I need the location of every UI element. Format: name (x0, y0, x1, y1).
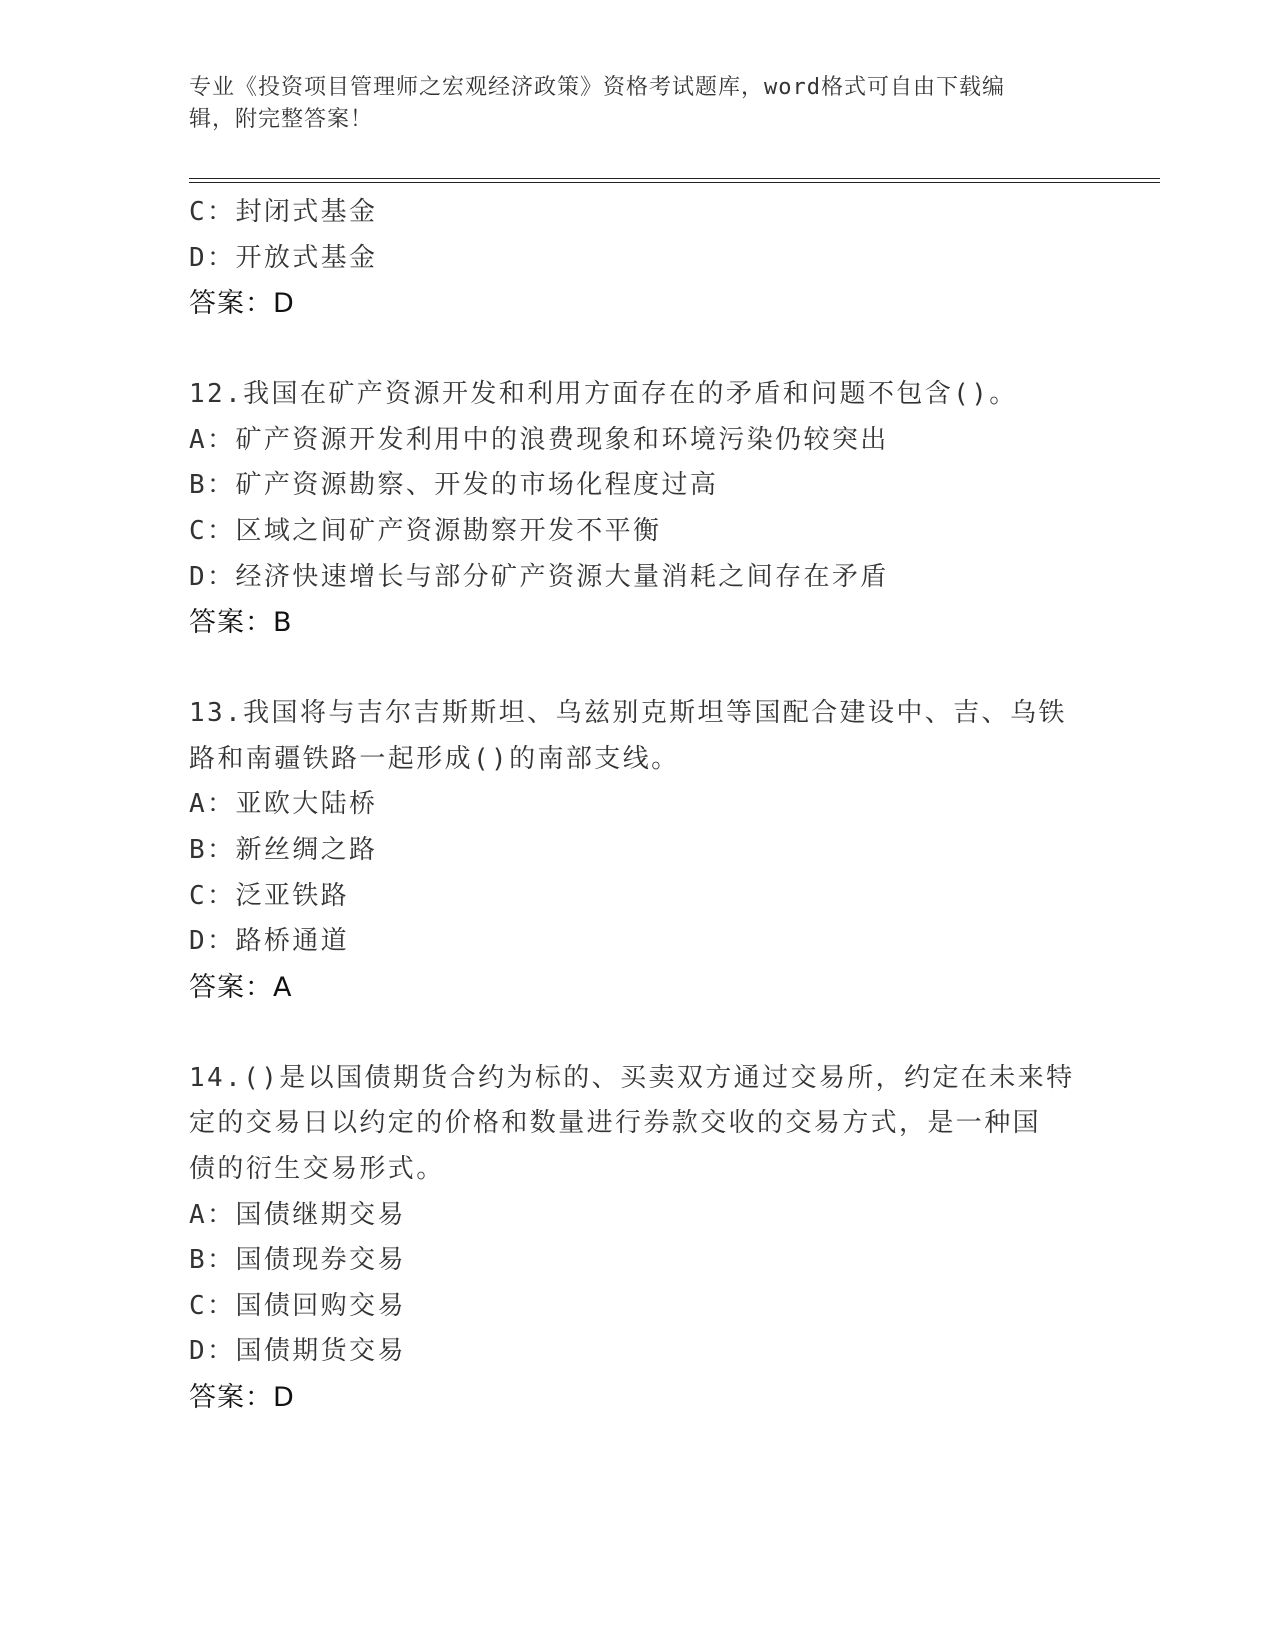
option-d: D：经济快速增长与部分矿产资源大量消耗之间存在矛盾 (189, 561, 889, 592)
option-d: D：路桥通道 (189, 926, 350, 957)
question-14 (189, 1056, 1089, 1421)
question-list (189, 190, 1089, 1421)
question-stem-line-2: 定的交易日以约定的价格和数量进行券款交收的交易方式，是一种国 (189, 1108, 1042, 1139)
option-c: C：国债回购交易 (189, 1290, 406, 1321)
spacer (189, 327, 1089, 372)
answer-line: 答案：A (189, 971, 293, 1003)
question-stem-line-1: 13.我国将与吉尔吉斯斯坦、乌兹别克斯坦等国配合建设中、吉、乌铁 (189, 698, 1067, 729)
option-a: A：亚欧大陆桥 (189, 789, 378, 820)
option-b: B：新丝绸之路 (189, 834, 378, 865)
spacer (189, 646, 1089, 691)
question-13 (189, 691, 1089, 1011)
option-a: A：矿产资源开发利用中的浪费现象和环境污染仍较突出 (189, 424, 889, 455)
header-line-1: 专业《投资项目管理师之宏观经济政策》资格考试题库，word格式可自由下载编 (189, 75, 1005, 100)
option-b: B：矿产资源勘察、开发的市场化程度过高 (189, 470, 719, 501)
question-stem-line-1: 14.()是以国债期货合约为标的、买卖双方通过交易所，约定在未来特 (189, 1062, 1075, 1093)
question-12 (189, 372, 1089, 646)
question-stem-line-3: 债的衍生交易形式。 (189, 1153, 445, 1184)
option-d: D：开放式基金 (189, 242, 378, 273)
question-stem-line-2: 路和南疆铁路一起形成()的南部支线。 (189, 743, 680, 774)
option-c: C：区域之间矿产资源勘察开发不平衡 (189, 515, 662, 546)
answer-line: 答案：B (189, 607, 293, 639)
header-line-2: 辑，附完整答案！ (189, 107, 374, 132)
header-divider-bottom (189, 182, 1160, 183)
option-a: A：国债继期交易 (189, 1199, 406, 1230)
header-divider-top (189, 178, 1160, 179)
option-c: C：封闭式基金 (189, 197, 378, 227)
answer-line: 答案：D (189, 1381, 295, 1413)
document-header (189, 72, 1089, 136)
option-c: C：泛亚铁路 (189, 880, 350, 911)
option-b: B：国债现券交易 (189, 1245, 406, 1276)
question-stem: 12.我国在矿产资源开发和利用方面存在的矛盾和问题不包含()。 (189, 379, 1018, 410)
option-d: D：国债期货交易 (189, 1336, 406, 1367)
answer-line: 答案：D (189, 288, 295, 320)
spacer (189, 1011, 1089, 1056)
question-11-continuation (189, 190, 1089, 327)
